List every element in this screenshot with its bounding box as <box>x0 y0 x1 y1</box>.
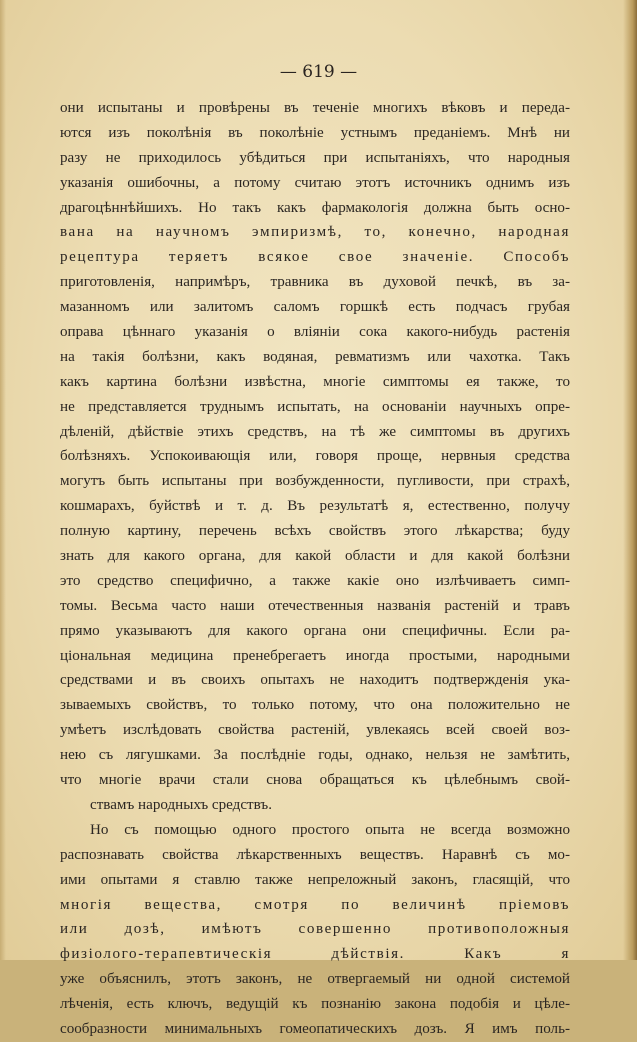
text-line: вана на научномъ эмпиризмѣ, то, конечно, народная <box>60 224 570 241</box>
text-line: знать для какого органа, для какой области и для какой болѣзни <box>60 548 570 565</box>
text-line: сообразности минимальныхъ гомеопатическихъ дозъ. Я имъ поль- <box>60 1020 570 1037</box>
text-line: умѣетъ изслѣдовать свойства растеній, увлекаясь всей своей воз- <box>60 722 570 739</box>
text-line: ствамъ народныхъ средствъ. <box>90 796 272 813</box>
text-line: многія вещества, смотря по величинѣ пріемовъ <box>60 896 570 913</box>
text-line: дѣленій, дѣйствіе этихъ средствъ, на тѣ же симптомы въ другихъ <box>60 423 570 440</box>
text-line: болѣзняхъ. Успокоивающія или, говоря проще, нервныя средства <box>60 448 570 465</box>
text-line: зываемыхъ свойствъ, то только потому, что она положительно не <box>60 697 570 714</box>
text-line: указанія ошибочны, а потому считаю этотъ источникъ однимъ изъ <box>60 174 570 191</box>
text-line: оправа цѣннаго указанія о вліяніи сока какого-нибудь растенія <box>60 324 570 341</box>
text-line: лѣченія, есть ключъ, ведущій къ познанію закона подобія и цѣле- <box>60 996 570 1013</box>
text-line: или дозѣ, имѣютъ совершенно противоположныя <box>60 921 570 938</box>
page-number: — 619 — <box>279 62 358 82</box>
text-line: ются изъ поколѣнія въ поколѣніе устнымъ преданіемъ. Мнѣ ни <box>60 124 570 141</box>
page-right-edge <box>623 0 637 960</box>
text-line: на такія болѣзни, какъ водяная, ревматизмъ или чахотка. Такъ <box>60 348 570 365</box>
text-line: Но съ помощью одного простого опыта не всегда возможно <box>90 821 570 838</box>
text-line: нею съ лягушками. За послѣдніе годы, однако, нельзя не замѣтить, <box>60 747 570 764</box>
text-line: драгоцѣннѣйшихъ. Но такъ какъ фармакологія должна быть осно- <box>60 199 570 216</box>
text-line: какъ картина болѣзни извѣстна, многіе симптомы ея также, то <box>60 373 570 390</box>
text-line: полную картину, перечень всѣхъ свойствъ этого лѣкарства; буду <box>60 523 570 540</box>
text-line: рецептура теряетъ всякое свое значеніе. Способъ <box>60 249 570 266</box>
text-line: они испытаны и провѣрены въ теченіе многихъ вѣковъ и переда- <box>60 100 570 116</box>
text-line: ціональная медицина пренебрегаетъ иногда простыми, народными <box>60 647 570 664</box>
text-line: томы. Весьма часто наши отечественныя названія растеній и травъ <box>60 597 570 614</box>
text-line: могутъ быть испытаны при возбужденности, пугливости, при страхѣ, <box>60 473 570 490</box>
page-left-edge <box>0 0 6 960</box>
body-text <box>60 96 570 1042</box>
text-line: мазанномъ или залитомъ саломъ горшкѣ есть подчасъ грубая <box>60 299 570 316</box>
text-line: это средство специфично, а также какіе оно излѣчиваетъ симп- <box>60 572 570 589</box>
text-line: приготовленія, напримѣръ, травника въ духовой печкѣ, въ за- <box>60 274 570 291</box>
text-line: не представляется труднымъ испытать, на основаніи научныхъ опре- <box>60 398 570 415</box>
text-line: разу не приходилось убѣдиться при испытаніяхъ, что народныя <box>60 149 570 166</box>
text-line: физіолого-терапевтическія дѣйствія. Какъ я <box>60 946 570 963</box>
text-line: кошмарахъ, буйствѣ и т. д. Въ результатѣ я, естественно, получу <box>60 498 570 515</box>
text-line: ими опытами я ставлю также непреложный законъ, гласящій, что <box>60 871 570 888</box>
text-line: распознавать свойства лѣкарственныхъ веществъ. Наравнѣ съ мо- <box>60 846 570 863</box>
text-line: что многіе врачи стали снова обращаться къ цѣлебнымъ свой- <box>60 772 570 789</box>
text-line: средствами и въ своихъ опытахъ не находитъ подтвержденія ука- <box>60 672 570 689</box>
text-line: уже объяснилъ, этотъ законъ, не отвергаемый ни одной системой <box>60 971 570 988</box>
text-line: прямо указываютъ для какого органа они специфичны. Если ра- <box>60 622 570 639</box>
